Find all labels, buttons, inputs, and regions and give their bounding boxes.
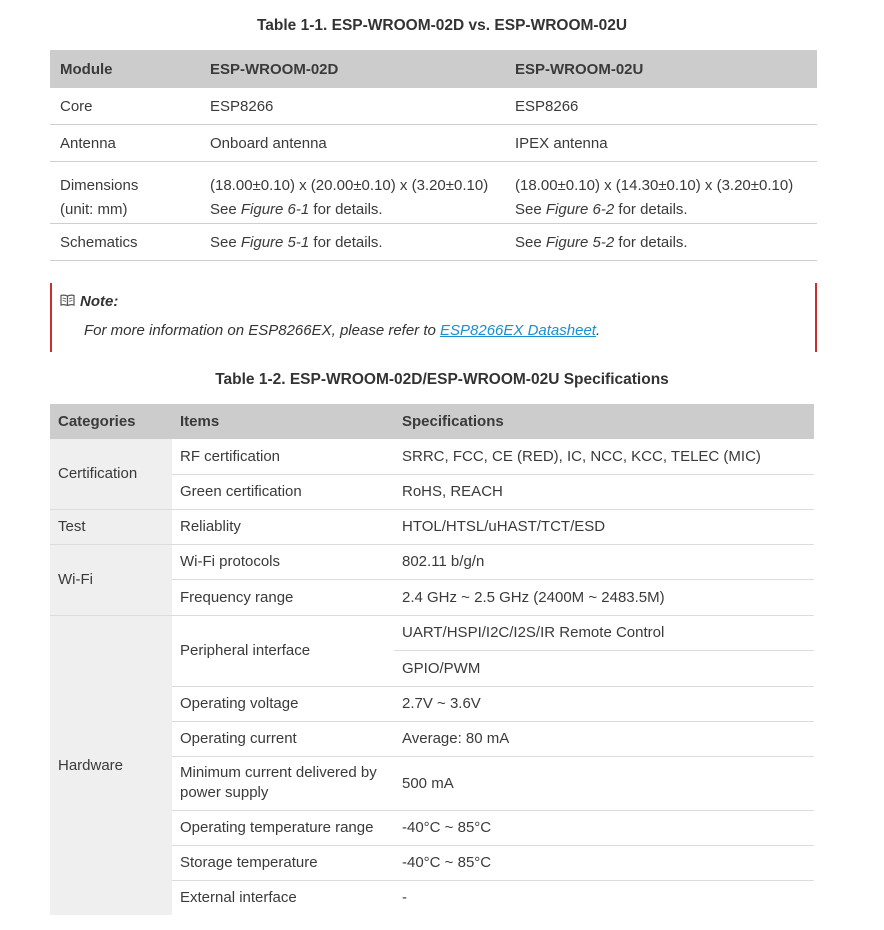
spec-cell: -40°C ~ 85°C [394, 845, 814, 880]
cell-02d: See Figure 5-1 for details. [210, 224, 515, 261]
table-row [50, 224, 817, 261]
table-header-row [50, 404, 814, 439]
header-cell: Items [172, 404, 394, 439]
header-cell: Categories [50, 404, 172, 439]
cell-02u: See Figure 5-2 for details. [515, 224, 817, 261]
note-text: For more information on ESP8266EX, please refer to ESP8266EX Datasheet. [84, 322, 601, 339]
item-cell: Wi-Fi protocols [172, 544, 394, 579]
table-row [50, 544, 814, 579]
spec-cell: -40°C ~ 85°C [394, 810, 814, 845]
row-label: Core [50, 88, 210, 125]
table-header-row [50, 50, 817, 88]
item-cell: Green certification [172, 474, 394, 509]
item-cell: Frequency range [172, 579, 394, 615]
book-icon [60, 293, 80, 309]
datasheet-link[interactable]: ESP8266EX Datasheet [440, 322, 596, 339]
table1-caption: Table 1-1. ESP-WROOM-02D vs. ESP-WROOM-02U [256, 17, 628, 34]
table-row [50, 88, 817, 125]
category-cell: Wi-Fi [50, 544, 172, 615]
item-cell: Operating temperature range [172, 810, 394, 845]
header-cell: ESP-WROOM-02D [210, 50, 515, 88]
spec-cell: RoHS, REACH [394, 474, 814, 509]
spec-cell: 802.11 b/g/n [394, 544, 814, 579]
specifications-table [50, 404, 814, 915]
spec-cell: SRRC, FCC, CE (RED), IC, NCC, KCC, TELEC (MIC) [394, 439, 814, 474]
header-cell: ESP-WROOM-02U [515, 50, 817, 88]
category-cell: Certification [50, 439, 172, 509]
figure-reference: See Figure 6-1 for details. [210, 201, 383, 218]
note-box [50, 283, 817, 352]
table-row [50, 509, 814, 544]
spec-cell: 500 mA [394, 756, 814, 810]
spec-cell: HTOL/HTSL/uHAST/TCT/ESD [394, 509, 814, 544]
row-label: Schematics [50, 224, 210, 261]
item-cell: Storage temperature [172, 845, 394, 880]
row-label [50, 162, 210, 224]
spec-cell: 2.4 GHz ~ 2.5 GHz (2400M ~ 2483.5M) [394, 579, 814, 615]
note-heading [60, 293, 118, 310]
table-row [50, 125, 817, 162]
spec-cell: - [402, 889, 407, 907]
cell-02d [210, 162, 515, 224]
row-label: Antenna [50, 125, 210, 162]
item-cell: Peripheral interface [172, 615, 394, 686]
cell-02u [515, 162, 817, 224]
item-cell: Reliablity [172, 509, 394, 544]
spec-cell: Average: 80 mA [394, 721, 814, 756]
row-label-line: Dimensions [60, 177, 139, 194]
item-cell: Operating voltage [172, 686, 394, 721]
spec-cell: 2.7V ~ 3.6V [394, 686, 814, 721]
cell-02u: IPEX antenna [515, 125, 817, 162]
row-label-line: (unit: mm) [60, 201, 128, 218]
dimension-value: (18.00±0.10) x (20.00±0.10) x (3.20±0.10) [210, 177, 489, 194]
category-cell: Test [50, 509, 172, 544]
table-row [50, 615, 814, 650]
item-cell: External interface [180, 889, 297, 907]
table2-caption: Table 1-2. ESP-WROOM-02D/ESP-WROOM-02U Specifications [215, 371, 669, 388]
table-row [50, 162, 817, 224]
header-cell: Module [50, 50, 210, 88]
module-comparison-table [50, 50, 817, 261]
cell-02d: Onboard antenna [210, 125, 515, 162]
item-cell: Operating current [172, 721, 394, 756]
spec-cell: UART/HSPI/I2C/I2S/IR Remote Control [394, 615, 814, 650]
item-cell: Minimum current delivered by power supply [172, 756, 394, 810]
table-row [50, 439, 814, 474]
category-cell: Hardware [50, 615, 172, 915]
cell-02d: ESP8266 [210, 88, 515, 125]
note-title: Note: [80, 293, 119, 310]
figure-reference: See Figure 6-2 for details. [515, 201, 688, 218]
header-cell: Specifications [394, 404, 814, 439]
spec-cell: GPIO/PWM [394, 650, 814, 686]
cell-02u: ESP8266 [515, 88, 817, 125]
item-cell: RF certification [172, 439, 394, 474]
dimension-value: (18.00±0.10) x (14.30±0.10) x (3.20±0.10) [515, 177, 794, 194]
